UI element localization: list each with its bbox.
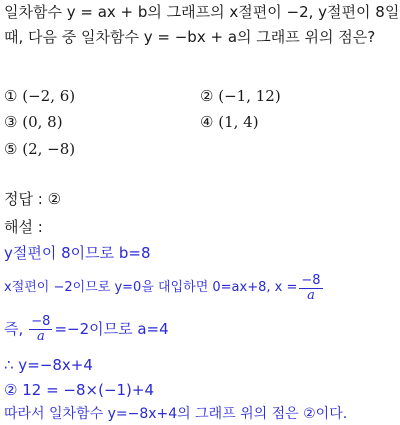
option-2-text: (−1, 12) <box>218 87 281 105</box>
option-3 <box>4 112 63 132</box>
solution-line-3 <box>4 313 169 345</box>
answer-label: 정답 : ② <box>4 190 62 208</box>
explanation-label: 해설 : <box>4 218 43 236</box>
solution-line-1: y절편이 8이므로 b=8 <box>4 244 151 262</box>
option-1-marker: ① <box>4 87 18 105</box>
fraction-denominator: a <box>36 328 45 344</box>
solution-line-6: 따라서 일차함수 y=−8x+4의 그래프 위의 점은 ②이다. <box>4 406 348 422</box>
fraction-neg8-over-a <box>299 274 322 303</box>
option-1-text: (−2, 6) <box>22 87 76 105</box>
option-2 <box>200 86 281 106</box>
option-4 <box>200 112 259 132</box>
fraction-numerator: −8 <box>301 272 321 288</box>
question-line-1: 일차함수 y = ax + b의 그래프의 x절편이 −2, y절편이 8일 <box>4 3 400 21</box>
solution-line-5: ② 12 = −8×(−1)+4 <box>4 381 155 399</box>
option-4-text: (1, 4) <box>218 113 259 131</box>
option-3-marker: ③ <box>4 113 18 131</box>
solution-line-2-text: x절편이 −2이므로 y=0을 대입하면 0=ax+8, x = <box>4 280 298 295</box>
solution-line-2 <box>4 273 325 303</box>
solution-line-3-suffix: =−2이므로 a=4 <box>54 320 169 338</box>
option-1 <box>4 86 75 106</box>
option-3-text: (0, 8) <box>22 113 63 131</box>
fraction-neg8-over-a-2 <box>29 315 52 344</box>
option-5-marker: ⑤ <box>4 140 18 158</box>
fraction-numerator: −8 <box>31 313 51 329</box>
option-5 <box>4 139 75 159</box>
fraction-denominator: a <box>307 287 315 303</box>
option-4-marker: ④ <box>200 113 214 131</box>
solution-line-3-prefix: 즉, <box>4 320 24 338</box>
option-5-text: (2, −8) <box>22 140 76 158</box>
question-line-2: 때, 다음 중 일차함수 y = −bx + a의 그래프 위의 점은? <box>4 28 376 46</box>
solution-line-4: ∴ y=−8x+4 <box>4 356 93 374</box>
option-2-marker: ② <box>200 87 214 105</box>
